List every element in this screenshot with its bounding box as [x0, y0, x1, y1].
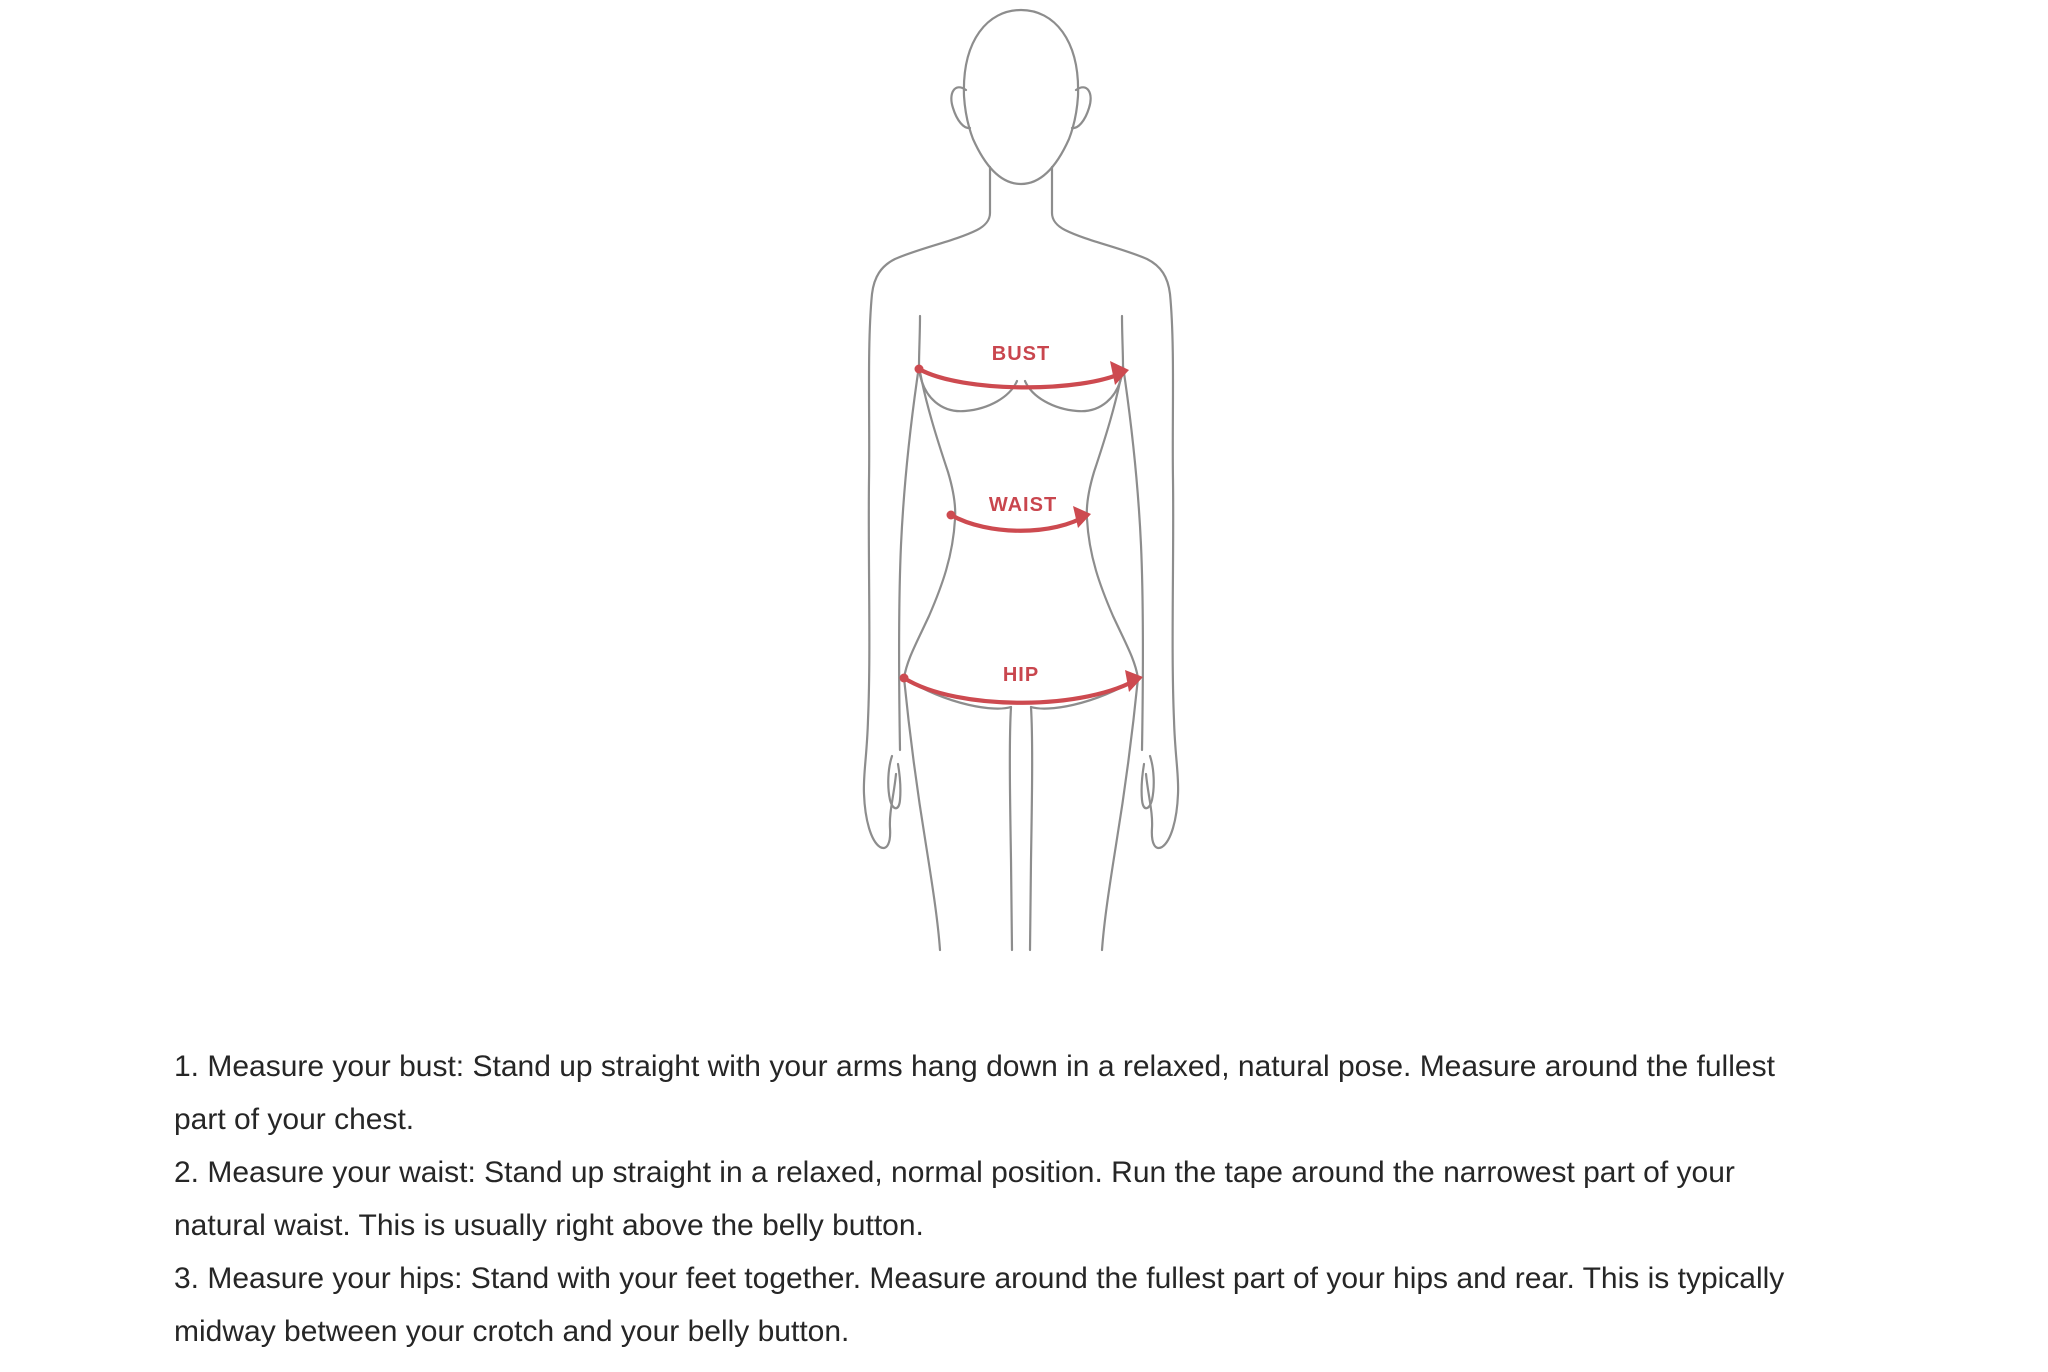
instruction-step-hips: 3. Measure your hips: Stand with your feet together. Measure around the fullest part of your hips and rear. This is typically midway between your crotch and your belly button. [174, 1262, 1785, 1348]
right-inner-thigh [1030, 707, 1032, 950]
right-hip-curve [1031, 678, 1138, 709]
bust-label: BUST [991, 343, 1051, 365]
right-bust-curve [1025, 369, 1123, 411]
left-outer-leg [904, 678, 940, 950]
head-outline [964, 10, 1078, 184]
bust-measurement [915, 343, 1130, 387]
female-figure-illustration [840, 0, 1210, 960]
measurement-instructions [174, 1040, 1814, 1358]
hip-measure-arrowhead [1125, 670, 1143, 692]
waist-measure-start-dot [947, 511, 956, 520]
bust-measure-line [919, 369, 1124, 387]
waist-label: WAIST [988, 494, 1058, 516]
hip-measure-start-dot [900, 674, 909, 683]
instruction-step-waist: 2. Measure your waist: Stand up straight in a relaxed, normal position. Run the tape around the narrowest part of your natural waist. This is usually right above the belly button. [174, 1156, 1735, 1242]
waist-measure-line [951, 515, 1087, 531]
left-neck-shoulder-arm [864, 167, 990, 848]
figure-outline [864, 10, 1178, 950]
right-outer-leg [1102, 678, 1138, 950]
hip-measurement [900, 664, 1144, 703]
hip-label: HIP [1002, 664, 1040, 686]
bust-measure-start-dot [915, 365, 924, 374]
instruction-step-bust: 1. Measure your bust: Stand up straight with your arms hang down in a relaxed, natural pose. Measure around the fullest part of your chest. [174, 1050, 1775, 1136]
waist-measurement [947, 494, 1092, 531]
right-neck-shoulder-arm [1052, 167, 1178, 848]
left-inner-thigh [1010, 707, 1012, 950]
body-measurement-diagram [840, 0, 1210, 960]
